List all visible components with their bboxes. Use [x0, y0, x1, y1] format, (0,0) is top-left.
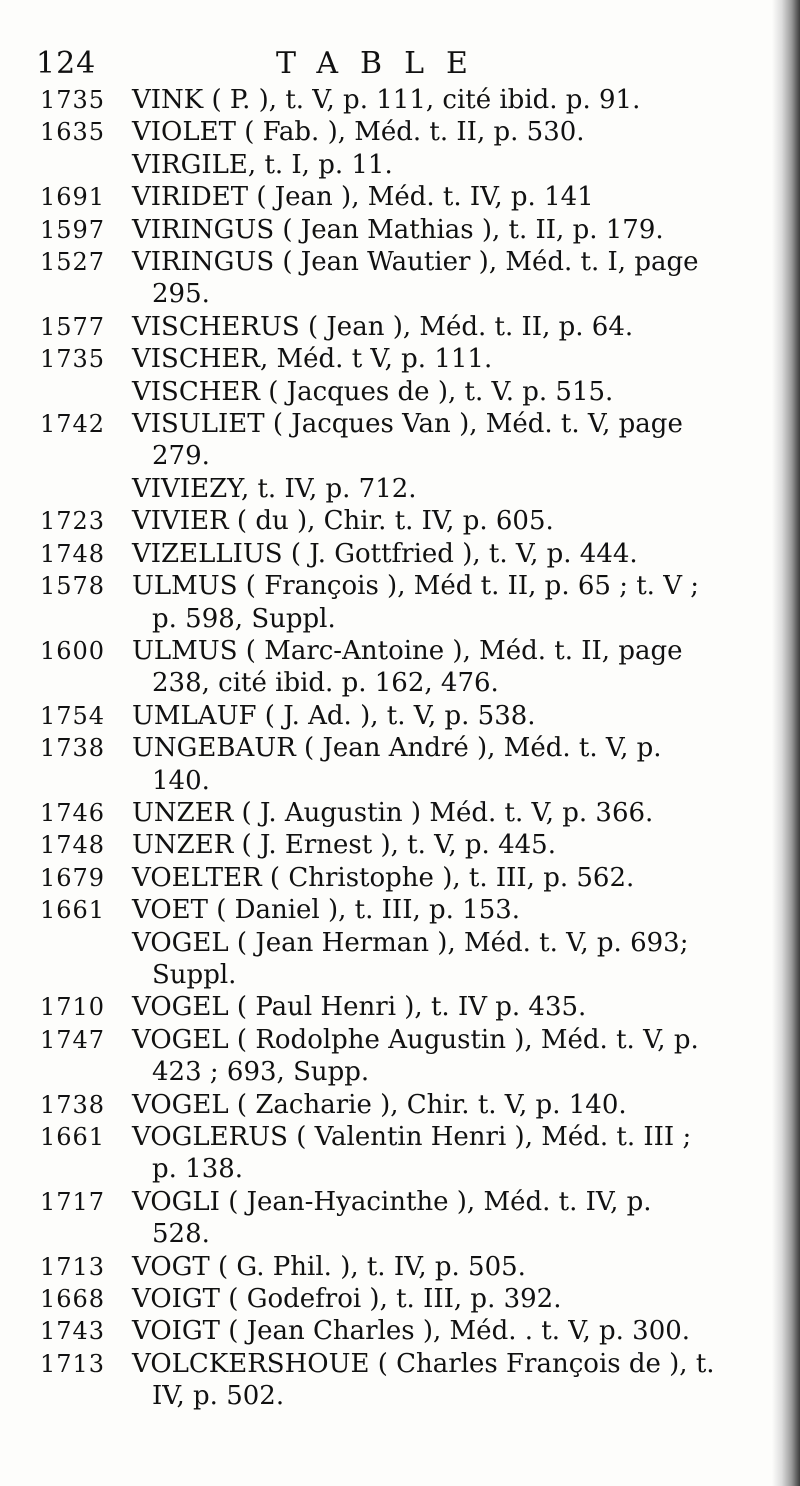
index-entry: [40, 214, 780, 246]
index-entry: [40, 1251, 780, 1283]
entry-continuation: 528.: [152, 1219, 210, 1250]
running-title: TABLE: [276, 46, 490, 81]
entry-continuation: Suppl.: [152, 959, 237, 990]
index-entry: [40, 538, 780, 570]
index-entry: [40, 408, 780, 473]
entry-text: VOLCKERSHOUE ( Charles François de ), t.: [132, 1348, 715, 1379]
entry-continuation: IV, p. 502.: [152, 1381, 285, 1412]
entry-year: 1578: [40, 572, 106, 601]
entry-text: VIVIER ( du ), Chir. t. IV, p. 605.: [132, 506, 554, 537]
entry-year: 1661: [40, 1123, 106, 1151]
entry-text: VISCHER, Méd. t V, p. 111.: [132, 344, 493, 375]
entry-text: VIOLET ( Fab. ), Méd. t. II, p. 530.: [132, 117, 585, 148]
entry-text: VOGEL ( Jean Herman ), Méd. t. V, p. 693;: [132, 927, 689, 958]
entry-text: VIZELLIUS ( J. Gottfried ), t. V, p. 444.: [132, 538, 638, 569]
entry-continuation: 140.: [152, 765, 210, 796]
entry-year: 1735: [40, 345, 106, 374]
entry-text: ULMUS ( François ), Méd t. II, p. 65 ; t. V ;: [132, 571, 700, 602]
entry-year: 1742: [40, 410, 106, 439]
index-entry: [40, 732, 780, 797]
index-entry: [40, 991, 780, 1023]
entry-year: 1723: [40, 507, 106, 536]
entry-year: 1754: [40, 701, 106, 730]
entry-text: VINK ( P. ), t. V, p. 111, cité ibid. p. 91.: [132, 85, 641, 115]
entry-text: VOGLERUS ( Valentin Henri ), Méd. t. III ;: [132, 1122, 692, 1152]
index-entry: [40, 1186, 780, 1251]
page-number: 124: [36, 46, 97, 81]
entry-year: 1747: [40, 1025, 106, 1054]
entry-continuation: 279.: [152, 441, 210, 472]
index-entry: [40, 1024, 780, 1089]
entry-year: 1748: [40, 831, 106, 860]
index-entry: [40, 149, 780, 181]
index-entry: [40, 927, 780, 992]
entry-continuation: 423 ; 693, Supp.: [152, 1057, 370, 1088]
entry-continuation: p. 598, Suppl.: [152, 603, 336, 634]
entry-text: VIRGILE, t. I, p. 11.: [132, 149, 393, 180]
entry-text: VOIGT ( Jean Charles ), Méd. . t. V, p. 300.: [132, 1316, 691, 1347]
index-entry: [40, 635, 780, 700]
index-entry: [40, 570, 780, 635]
entry-year: 1748: [40, 539, 106, 568]
entry-text: VOELTER ( Christophe ), t. III, p. 562.: [132, 862, 635, 893]
entry-text: VOGLI ( Jean-Hyacinthe ), Méd. t. IV, p.: [132, 1186, 652, 1217]
index-entry-list: [40, 84, 780, 1413]
index-entry: [40, 1315, 780, 1347]
entry-year: 1635: [40, 118, 106, 147]
index-entry: [40, 473, 780, 505]
entry-year: 1661: [40, 896, 106, 925]
entry-text: VIRINGUS ( Jean Wautier ), Méd. t. I, page: [132, 247, 699, 278]
index-entry: [40, 84, 780, 116]
entry-text: UNZER ( J. Augustin ) Méd. t. V, p. 366.: [132, 797, 654, 828]
entry-year: 1738: [40, 734, 106, 763]
entry-year: 1717: [40, 1187, 106, 1216]
page-header: [36, 44, 776, 84]
entry-year: 1735: [40, 86, 106, 114]
entry-text: VOIGT ( Godefroi ), t. III, p. 392.: [132, 1284, 562, 1315]
entry-text: VOGEL ( Paul Henri ), t. IV p. 435.: [132, 992, 587, 1023]
entry-text: VOGEL ( Rodolphe Augustin ), Méd. t. V, p.: [132, 1024, 699, 1055]
entry-text: VISULIET ( Jacques Van ), Méd. t. V, page: [132, 409, 683, 440]
entry-continuation: 295.: [152, 279, 210, 310]
entry-year: 1691: [40, 183, 106, 212]
index-entry: [40, 797, 780, 829]
entry-text: VISCHERUS ( Jean ), Méd. t. II, p. 64.: [132, 311, 634, 342]
index-entry: [40, 862, 780, 894]
entry-text: VIRINGUS ( Jean Mathias ), t. II, p. 179.: [132, 214, 664, 245]
entry-text: UMLAUF ( J. Ad. ), t. V, p. 538.: [132, 700, 536, 731]
entry-year: 1600: [40, 636, 106, 665]
entry-year: 1710: [40, 993, 106, 1022]
index-entry: [40, 1348, 780, 1413]
entry-year: 1746: [40, 798, 106, 827]
index-entry: [40, 1121, 780, 1186]
entry-text: VOET ( Daniel ), t. III, p. 153.: [132, 895, 521, 926]
index-entry: [40, 894, 780, 926]
index-entry: [40, 181, 780, 213]
entry-year: 1743: [40, 1317, 106, 1346]
entry-year: 1527: [40, 248, 106, 277]
index-entry: [40, 829, 780, 861]
entry-text: VIRIDET ( Jean ), Méd. t. IV, p. 141: [132, 182, 594, 213]
entry-text: VIVIEZY, t. IV, p. 712.: [132, 473, 417, 504]
entry-year: 1577: [40, 312, 106, 341]
entry-text: VISCHER ( Jacques de ), t. V. p. 515.: [132, 376, 614, 407]
entry-continuation: 238, cité ibid. p. 162, 476.: [152, 668, 499, 699]
entry-text: UNGEBAUR ( Jean André ), Méd. t. V, p.: [132, 733, 662, 764]
entry-year: 1668: [40, 1285, 106, 1314]
index-entry: [40, 1283, 780, 1315]
index-entry: [40, 343, 780, 375]
entry-year: 1713: [40, 1252, 106, 1281]
index-entry: [40, 376, 780, 408]
entry-text: UNZER ( J. Ernest ), t. V, p. 445.: [132, 830, 556, 861]
entry-year: 1738: [40, 1090, 106, 1119]
entry-text: VOGEL ( Zacharie ), Chir. t. V, p. 140.: [132, 1089, 627, 1120]
entry-text: VOGT ( G. Phil. ), t. IV, p. 505.: [132, 1251, 526, 1282]
entry-continuation: p. 138.: [152, 1154, 244, 1185]
entry-year: 1597: [40, 215, 106, 244]
index-entry: [40, 246, 780, 311]
index-entry: [40, 505, 780, 537]
entry-year: 1713: [40, 1349, 106, 1378]
index-entry: [40, 700, 780, 732]
entry-text: ULMUS ( Marc-Antoine ), Méd. t. II, page: [132, 635, 683, 666]
index-entry: [40, 311, 780, 343]
entry-year: 1679: [40, 863, 106, 892]
index-entry: [40, 116, 780, 148]
index-entry: [40, 1089, 780, 1121]
